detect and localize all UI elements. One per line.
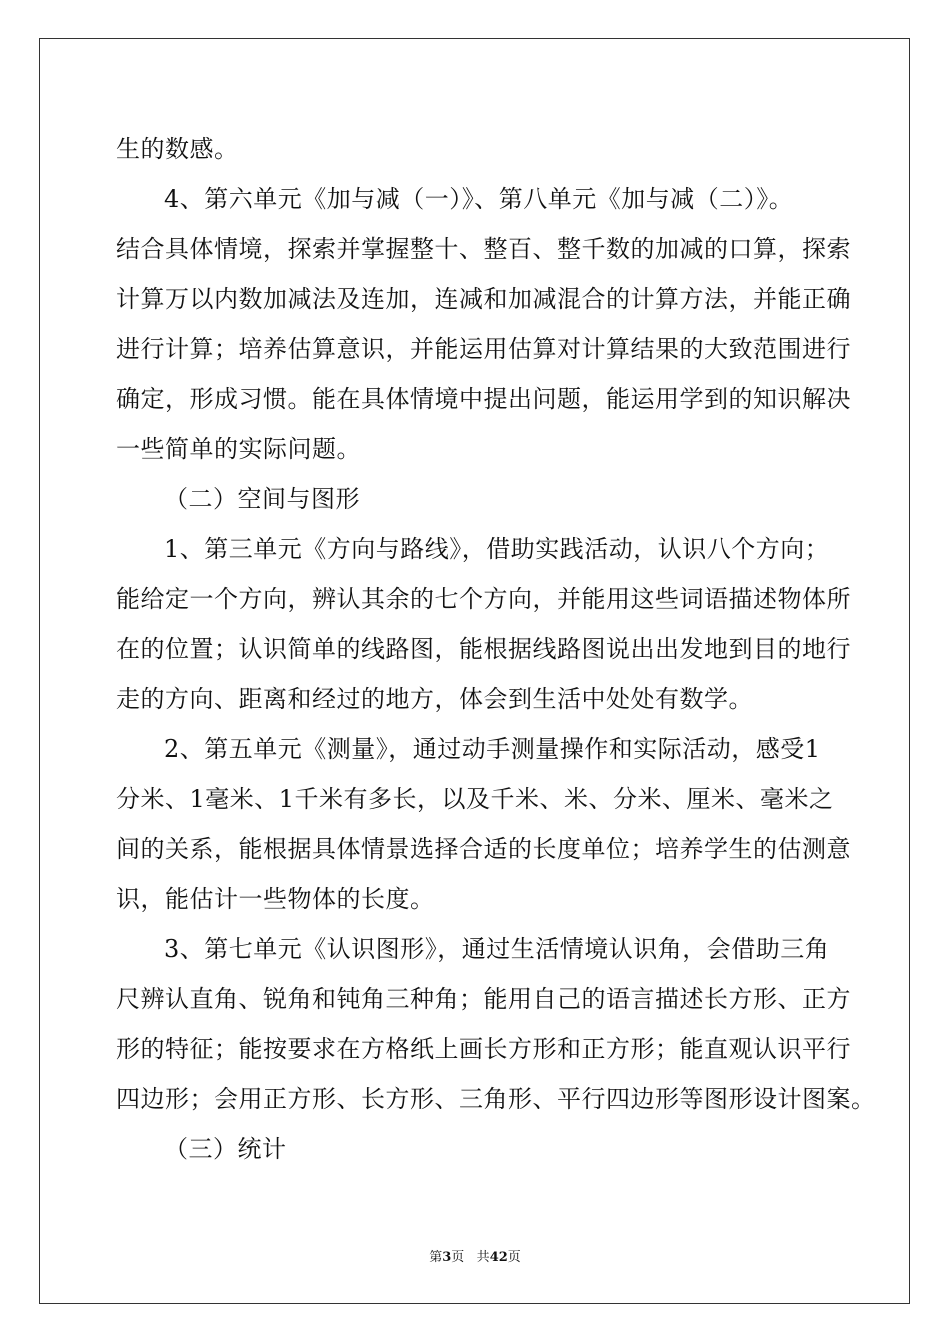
text-line-13: 2、第五单元《测量》，通过动手测量操作和实际活动，感受1 bbox=[164, 735, 821, 763]
text-line-7: 一些简单的实际问题。 bbox=[116, 435, 361, 463]
document-body bbox=[116, 124, 876, 1174]
text-line-19: 形的特征；能按要求在方格纸上画长方形和正方形；能直观认识平行 bbox=[116, 1035, 851, 1063]
footer-prefix: 第 bbox=[429, 1250, 443, 1265]
text-line-2: 4、第六单元《加与减（一）》、第八单元《加与减（二）》。 bbox=[164, 185, 794, 213]
text-line-17: 3、第七单元《认识图形》，通过生活情境认识角，会借助三角 bbox=[164, 935, 830, 963]
text-line-5: 进行计算；培养估算意识，并能运用估算对计算结果的大致范围进行 bbox=[116, 335, 851, 363]
text-line-14: 分米、1毫米、1千米有多长，以及千米、米、分米、厘米、毫米之 bbox=[116, 785, 834, 813]
footer-total-suffix: 页 bbox=[507, 1250, 521, 1265]
text-line-11: 在的位置；认识简单的线路图，能根据线路图说出出发地到目的地行 bbox=[116, 635, 851, 663]
section-heading-space-shape: （二）空间与图形 bbox=[164, 485, 360, 513]
section-heading-statistics: （三）统计 bbox=[164, 1135, 287, 1163]
text-line-9: 1、第三单元《方向与路线》，借助实践活动，认识八个方向； bbox=[164, 535, 830, 563]
text-line-20: 四边形；会用正方形、长方形、三角形、平行四边形等图形设计图案。 bbox=[116, 1085, 876, 1113]
text-line-15: 间的关系，能根据具体情景选择合适的长度单位；培养学生的估测意 bbox=[116, 835, 851, 863]
total-page-count: 42 bbox=[489, 1250, 508, 1265]
text-line-12: 走的方向、距离和经过的地方，体会到生活中处处有数学。 bbox=[116, 685, 753, 713]
text-line-1: 生的数感。 bbox=[116, 135, 239, 163]
footer-page-suffix: 页 bbox=[451, 1250, 465, 1265]
page-footer bbox=[0, 1246, 950, 1265]
text-line-10: 能给定一个方向，辨认其余的七个方向，并能用这些词语描述物体所 bbox=[116, 585, 851, 613]
current-page-number: 3 bbox=[442, 1250, 452, 1265]
footer-total-prefix: 共 bbox=[476, 1250, 490, 1265]
text-line-6: 确定，形成习惯。能在具体情境中提出问题，能运用学到的知识解决 bbox=[116, 385, 851, 413]
text-line-18: 尺辨认直角、锐角和钝角三种角；能用自己的语言描述长方形、正方 bbox=[116, 985, 851, 1013]
text-line-4: 计算万以内数加减法及连加，连减和加减混合的计算方法，并能正确 bbox=[116, 285, 851, 313]
text-line-3: 结合具体情境，探索并掌握整十、整百、整千数的加减的口算，探索 bbox=[116, 235, 851, 263]
text-line-16: 识，能估计一些物体的长度。 bbox=[116, 885, 435, 913]
